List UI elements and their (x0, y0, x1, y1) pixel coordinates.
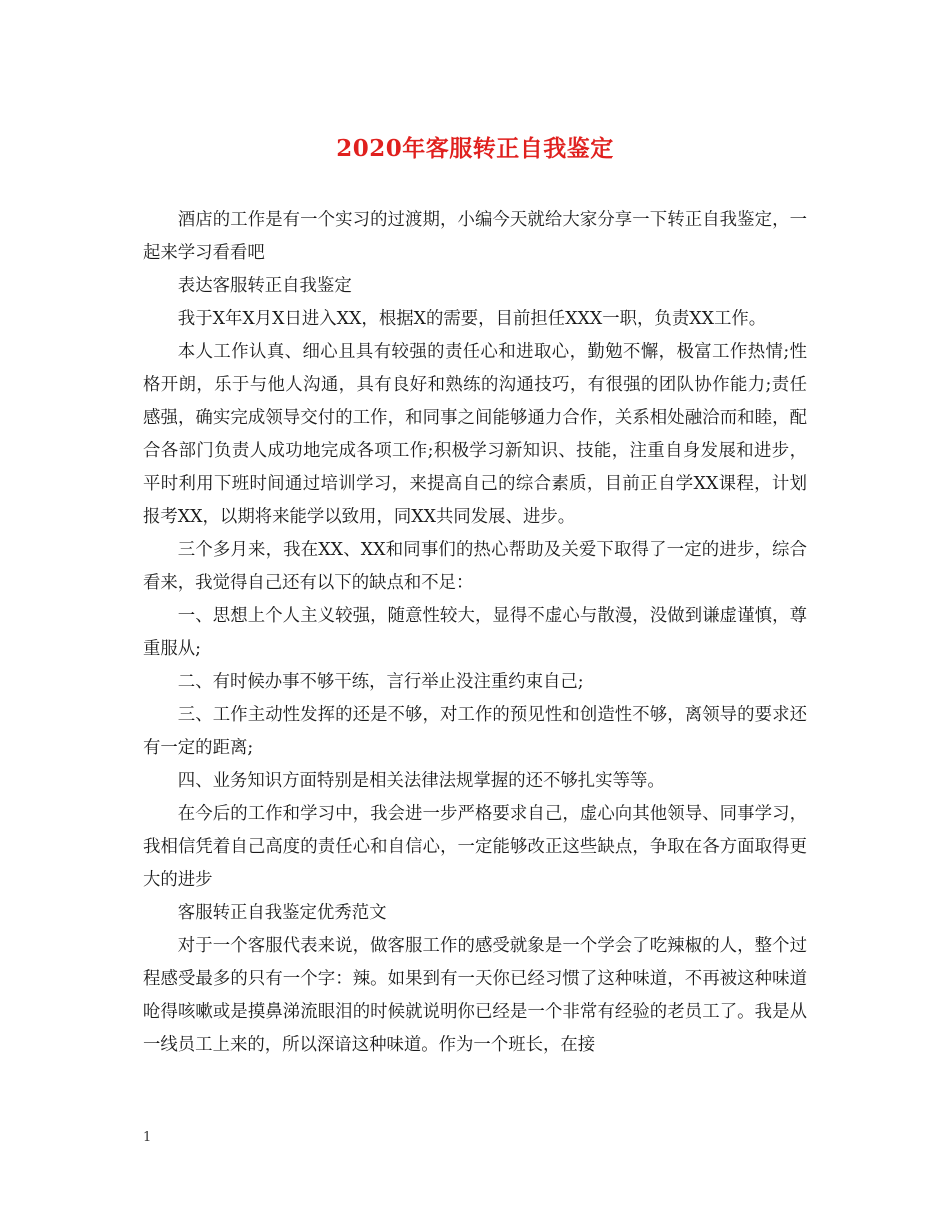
paragraph-shortcoming-3: 三、工作主动性发挥的还是不够，对工作的预见性和创造性不够，离领导的要求还有一定的距离; (143, 705, 807, 758)
paragraph-position: 我于X年X月X日进入XX，根据X的需要，目前担任XXX一职，负责XX工作。 (177, 309, 767, 329)
document-body (143, 204, 807, 1062)
paragraph-shortcoming-1: 一、思想上个人主义较强，随意性较大，显得不虚心与散漫，没做到谦虚谨慎，尊重服从; (143, 606, 807, 659)
paragraph-intro: 酒店的工作是有一个实习的过渡期，小编今天就给大家分享一下转正自我鉴定，一起来学习看看吧 (143, 210, 807, 263)
document-title: 2020年客服转正自我鉴定 (336, 135, 614, 162)
paragraph-shortcoming-2: 二、有时候办事不够干练，言行举止没注重约束自己; (177, 672, 584, 692)
paragraph-future-plan: 在今后的工作和学习中，我会进一步严格要求自己，虚心向其他领导、同事学习，我相信凭着自己高度的责任心和自信心，一定能够改正这些缺点，争取在各方面取得更大的进步 (143, 804, 807, 890)
paragraph-self-assessment: 本人工作认真、细心且具有较强的责任心和进取心，勤勉不懈，极富工作热情;性格开朗，乐于与他人沟通，具有良好和熟练的沟通技巧，有很强的团队协作能力;责任感强，确实完成领导交付的工作，和同事之间能够通力合作，关系相处融洽而和睦，配合各部门负责人成功地完成各项工作;积极学习新知识、技能，注重自身发展和进步，平时利用下班时间通过培训学习，来提高自己的综合素质，目前正自学XX课程，计划报考XX，以期将来能学以致用，同XX共同发展、进步。 (143, 342, 807, 527)
paragraph-shortcoming-4: 四、业务知识方面特别是相关法律法规掌握的还不够扎实等等。 (177, 771, 665, 791)
paragraph-example: 对于一个客服代表来说，做客服工作的感受就象是一个学会了吃辣椒的人，整个过程感受最多的只有一个字：辣。如果到有一天你已经习惯了这种味道，不再被这种味道呛得咳嗽或是摸鼻涕流眼泪的时候就说明你已经是一个非常有经验的老员工了。我是从一线员工上来的，所以深谙这种味道。作为一个班长，在接 (143, 936, 807, 1055)
paragraph-heading-2: 客服转正自我鉴定优秀范文 (177, 903, 387, 923)
paragraph-heading-1: 表达客服转正自我鉴定 (177, 276, 352, 296)
page-number: 1 (143, 1130, 152, 1145)
paragraph-progress: 三个多月来，我在XX、XX和同事们的热心帮助及关爱下取得了一定的进步，综合看来，我觉得自己还有以下的缺点和不足： (143, 540, 807, 593)
